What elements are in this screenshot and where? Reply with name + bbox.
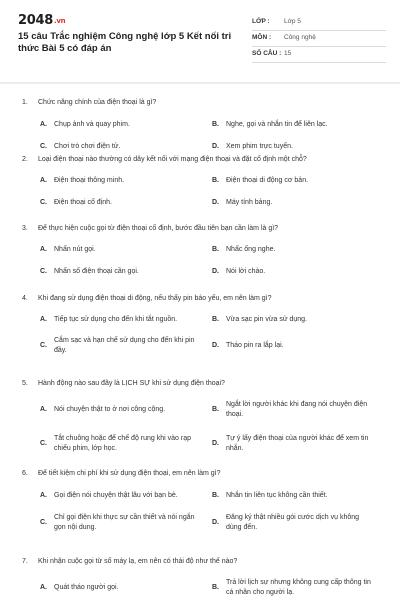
option-text: Nhấc ống nghe. bbox=[226, 246, 276, 253]
question-number: 3. bbox=[22, 225, 28, 232]
question-text bbox=[22, 155, 307, 164]
option-letter: C. bbox=[40, 342, 47, 349]
meta-row-grade bbox=[252, 15, 386, 31]
meta-key: MÔN : bbox=[252, 34, 272, 41]
question-stem: Khi nhận cuộc gọi từ số máy lạ, em nên có thái độ như thế nào? bbox=[38, 558, 238, 565]
logo-text: 2048 bbox=[18, 13, 53, 28]
option-letter: A. bbox=[40, 584, 47, 591]
option-text: Cắm sạc và hạn chế sử dụng cho đến khi pin đầy. bbox=[54, 337, 195, 354]
question-stem: Hành động nào sau đây là LỊCH SỰ khi sử dụng điện thoại? bbox=[38, 380, 225, 387]
option-letter: C. bbox=[40, 519, 47, 526]
site-logo[interactable] bbox=[18, 13, 65, 28]
question-stem: Loại điện thoại nào thường có dây kết nối với mạng điện thoại và đặt cố định một chỗ? bbox=[38, 156, 307, 163]
question-text bbox=[22, 557, 237, 566]
question-stem: Khi đang sử dụng điện thoại di động, nếu thấy pin báo yếu, em nên làm gì? bbox=[38, 295, 272, 302]
option-letter: A. bbox=[40, 492, 47, 499]
option-text: Chơi trò chơi điện tử. bbox=[54, 143, 121, 150]
header-divider bbox=[0, 82, 400, 84]
option-letter: D. bbox=[212, 440, 219, 447]
option-letter: D. bbox=[212, 519, 219, 526]
option-letter: B. bbox=[212, 316, 219, 323]
option-text: Điện thoại cố định. bbox=[54, 199, 112, 206]
option-text: Đăng ký thật nhiều gói cước dịch vụ không dùng đến. bbox=[226, 514, 360, 531]
question-text bbox=[22, 379, 225, 388]
option-text: Nghe, gọi và nhắn tin để liên lạc. bbox=[226, 121, 328, 128]
option-text: Chỉ gọi điện khi thực sự cần thiết và nói ngắn gọn nội dung. bbox=[54, 514, 195, 531]
meta-info-table bbox=[252, 15, 386, 63]
question-number: 2. bbox=[22, 156, 28, 163]
meta-value: Công nghệ bbox=[284, 34, 316, 41]
question-stem: Để thực hiện cuộc gọi từ điện thoại cố định, bước đầu tiên bạn cần làm là gì? bbox=[38, 225, 279, 232]
option-text: Nhắn tin liên tục không cần thiết. bbox=[226, 492, 328, 499]
meta-row-subject bbox=[252, 31, 386, 47]
option-text: Nhấn số điện thoại cần gọi. bbox=[54, 268, 139, 275]
meta-value: Lớp 5 bbox=[284, 18, 301, 25]
logo-suffix: .vn bbox=[53, 17, 66, 25]
question-number: 5. bbox=[22, 380, 28, 387]
option-text: Trả lời lịch sự nhưng không cung cấp thông tin cá nhân cho người lạ. bbox=[226, 579, 371, 596]
option-letter: B. bbox=[212, 406, 219, 413]
option-letter: C. bbox=[40, 440, 47, 447]
meta-key: LỚP : bbox=[252, 18, 270, 25]
option-text: Quát tháo người gọi. bbox=[54, 584, 119, 591]
question-stem: Chức năng chính của điện thoại là gì? bbox=[38, 99, 157, 106]
option-letter: D. bbox=[212, 342, 219, 349]
option-letter: C. bbox=[40, 199, 47, 206]
option-letter: D. bbox=[212, 268, 219, 275]
option-letter: C. bbox=[40, 143, 47, 150]
option-text: Xem phim trực tuyến. bbox=[226, 143, 293, 150]
option-letter: B. bbox=[212, 246, 219, 253]
question-number: 7. bbox=[22, 558, 28, 565]
option-text: Tự ý lấy điện thoại của người khác để xem tin nhắn. bbox=[226, 435, 369, 452]
option-text: Nói lời chào. bbox=[226, 268, 266, 275]
question-text bbox=[22, 294, 272, 303]
option-letter: A. bbox=[40, 177, 47, 184]
option-text: Điện thoại thông minh. bbox=[54, 177, 125, 184]
question-text bbox=[22, 469, 221, 478]
option-letter: D. bbox=[212, 199, 219, 206]
option-letter: A. bbox=[40, 121, 47, 128]
option-text: Ngắt lời người khác khi đang nói chuyện điện thoại. bbox=[226, 401, 368, 418]
meta-value: 15 bbox=[284, 50, 292, 57]
meta-row-count bbox=[252, 47, 386, 63]
option-letter: D. bbox=[212, 143, 219, 150]
option-text: Gọi điện nói chuyện thật lâu với bạn bè. bbox=[54, 492, 178, 499]
question-text bbox=[22, 224, 278, 233]
option-text: Nhấn nút gọi. bbox=[54, 246, 96, 253]
meta-key: SỐ CÂU : bbox=[252, 50, 282, 57]
worksheet-header bbox=[0, 0, 400, 84]
option-letter: B. bbox=[212, 492, 219, 499]
option-letter: A. bbox=[40, 406, 47, 413]
option-text: Điện thoại di động cơ bản. bbox=[226, 177, 309, 184]
option-letter: B. bbox=[212, 584, 219, 591]
option-text: Vừa sạc pin vừa sử dụng. bbox=[226, 316, 307, 323]
option-letter: B. bbox=[212, 177, 219, 184]
option-text: Chụp ảnh và quay phim. bbox=[54, 121, 130, 128]
question-stem: Để tiết kiệm chi phí khi sử dụng điện thoại, em nên làm gì? bbox=[38, 470, 221, 477]
option-letter: B. bbox=[212, 121, 219, 128]
option-letter: C. bbox=[40, 268, 47, 275]
option-text: Máy tính bảng. bbox=[226, 199, 273, 206]
document-title: 15 câu Trắc nghiệm Công nghệ lớp 5 Kết nối tri thức Bài 5 có đáp án bbox=[18, 31, 232, 54]
option-text: Tắt chuông hoặc để chế độ rung khi vào rạp chiếu phim, lớp học. bbox=[54, 435, 191, 452]
option-text: Tiếp tục sử dụng cho đến khi tắt nguồn. bbox=[54, 316, 178, 323]
question-number: 6. bbox=[22, 470, 28, 477]
question-number: 1. bbox=[22, 99, 28, 106]
question-number: 4. bbox=[22, 295, 28, 302]
option-text: Tháo pin ra lắp lại. bbox=[226, 342, 284, 349]
option-text: Nói chuyện thật to ở nơi công cộng. bbox=[54, 406, 166, 413]
option-letter: A. bbox=[40, 246, 47, 253]
question-text bbox=[22, 98, 156, 107]
option-letter: A. bbox=[40, 316, 47, 323]
